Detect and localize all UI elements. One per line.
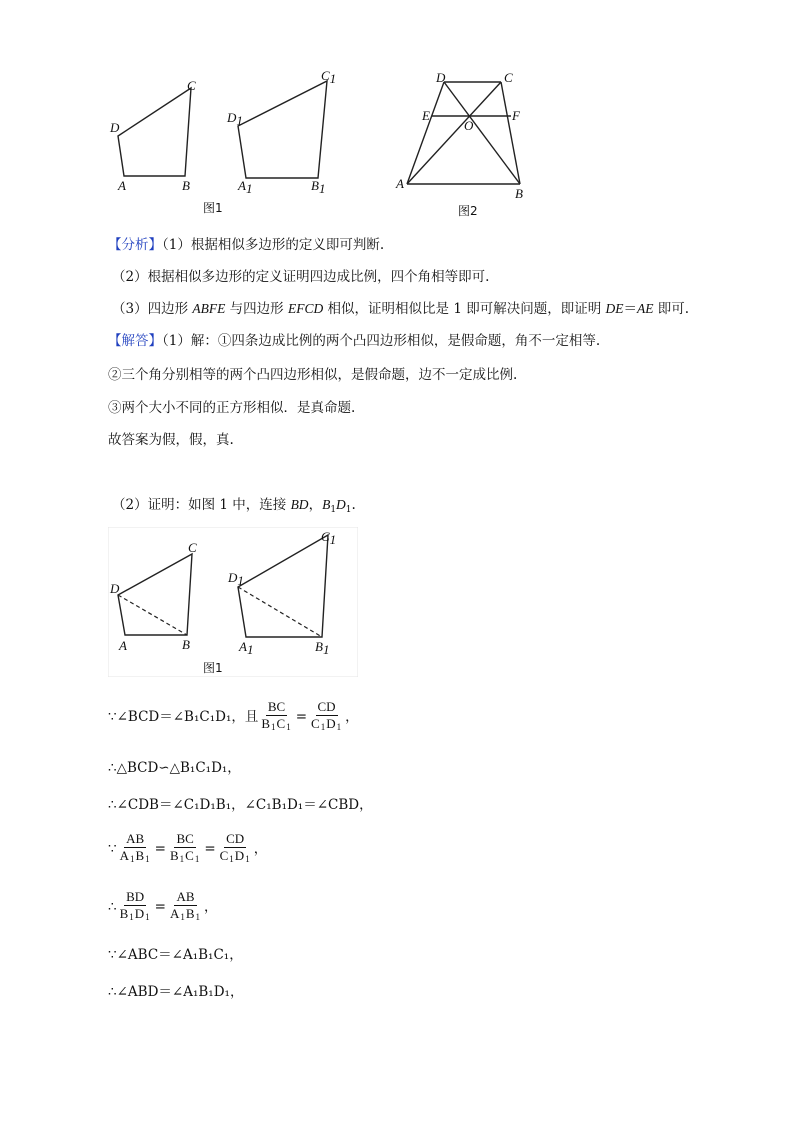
- label-a1: A1: [238, 178, 253, 196]
- answer-line-2: ②三个角分别相等的两个凸四边形相似，是假命题，边不一定成比例.: [108, 367, 518, 383]
- label-d: D: [436, 70, 446, 85]
- svg-text:A1: A1: [239, 639, 254, 657]
- figure-2: [390, 68, 540, 223]
- answer-line-1: 【解答】（1）解：①四条边成比例的两个凸四边形相似，是假命题，角不一定相等.: [108, 333, 601, 349]
- svg-text:B1: B1: [315, 639, 330, 657]
- analysis-line-2: （2）根据相似多边形的定义证明四边成比例，四个角相等即可.: [112, 269, 490, 285]
- figure-caption: 图1: [203, 201, 223, 215]
- answer-line-4: 故答案为假，假，真.: [108, 432, 234, 448]
- dashed-b1d1: [238, 587, 322, 637]
- label-b: B: [515, 186, 523, 201]
- svg-text:D: D: [110, 581, 120, 596]
- proof-step-5: ∴ $\frac{BD}{B_1D_1}$ = $\frac{AB}{A_1B_1}$ ，: [108, 889, 218, 922]
- fraction-cd-c1d1: $\frac{CD}{C_1D_1}$: [219, 831, 251, 864]
- proof-step-1: ∵ ∠BCD＝∠B₁C₁D₁，且 $\frac{BC}{B_1C_1}$ = $\frac{CD}{C_1D_1}$ ，: [108, 699, 359, 732]
- answer-tag: 【解答】: [108, 333, 162, 349]
- proof-step-2: ∴△BCD∽△B₁C₁D₁，: [108, 760, 241, 776]
- fraction-ab-a1b1: $\frac{AB}{A_1B_1}$: [169, 889, 202, 922]
- svg-text:A: A: [119, 638, 127, 653]
- analysis-line-3: （3）四边形 ABFE 与四边形 EFCD 相似，证明相似比是 1 即可解决问题，即证明 DE＝AE 即可.: [112, 301, 690, 317]
- svg-text:B: B: [182, 637, 190, 652]
- label-f: F: [512, 108, 520, 123]
- label-e: E: [422, 108, 430, 123]
- label-c: C: [187, 78, 196, 93]
- fraction-ab-a1b1: $\frac{AB}{A_1B_1}$: [119, 831, 151, 864]
- proof-step-3: ∴∠CDB＝∠C₁D₁B₁，∠C₁B₁D₁＝∠CBD，: [108, 797, 373, 813]
- label-b: B: [182, 178, 190, 193]
- fraction-cd-c1d1: $\frac{CD}{C_1D_1}$: [311, 699, 343, 732]
- label-a: A: [396, 176, 404, 191]
- fraction-bc-b1c1: $\frac{BC}{B_1C_1}$: [169, 831, 201, 864]
- analysis-tag: 【分析】: [108, 237, 162, 253]
- label-d: D: [110, 120, 120, 135]
- quadrilateral-abcd: [118, 88, 191, 176]
- analysis-line-1: 【分析】（1）根据相似多边形的定义即可判断.: [108, 237, 385, 253]
- label-c: C: [504, 70, 513, 85]
- label-a: A: [118, 178, 126, 193]
- svg-text:C: C: [188, 540, 197, 555]
- proof-step-7: ∴∠ABD＝∠A₁B₁D₁，: [108, 984, 244, 1000]
- quadrilateral-a1b1c1d1: [238, 81, 327, 178]
- label-b1: B1: [311, 178, 326, 196]
- figure-1-top: [105, 68, 365, 218]
- proof-step-4: ∵ $\frac{AB}{A_1B_1}$ = $\frac{BC}{B_1C_1}$ = $\frac{CD}{C_1D_1}$ ，: [108, 831, 268, 864]
- svg-text:图1: 图1: [203, 661, 223, 675]
- proof-intro: （2）证明：如图 1 中，连接 BD，$B_1D_1$.: [112, 497, 356, 515]
- fraction-bc-b1c1: $\frac{BC}{B_1C_1}$: [261, 699, 292, 732]
- proof-step-6: ∵∠ABC＝∠A₁B₁C₁，: [108, 947, 243, 963]
- figure-caption: 图2: [458, 204, 478, 218]
- fraction-bd-b1d1: $\frac{BD}{B_1D_1}$: [119, 889, 151, 922]
- svg-text:D1: D1: [228, 570, 244, 588]
- label-d1: D1: [227, 110, 243, 128]
- label-o: O: [464, 118, 474, 133]
- label-c1: C1: [321, 68, 337, 86]
- dashed-bd: [118, 595, 187, 635]
- svg-text:C1: C1: [321, 529, 337, 547]
- answer-line-3: ③两个大小不同的正方形相似．是真命题.: [108, 400, 356, 416]
- figure-1-proof: [108, 527, 358, 677]
